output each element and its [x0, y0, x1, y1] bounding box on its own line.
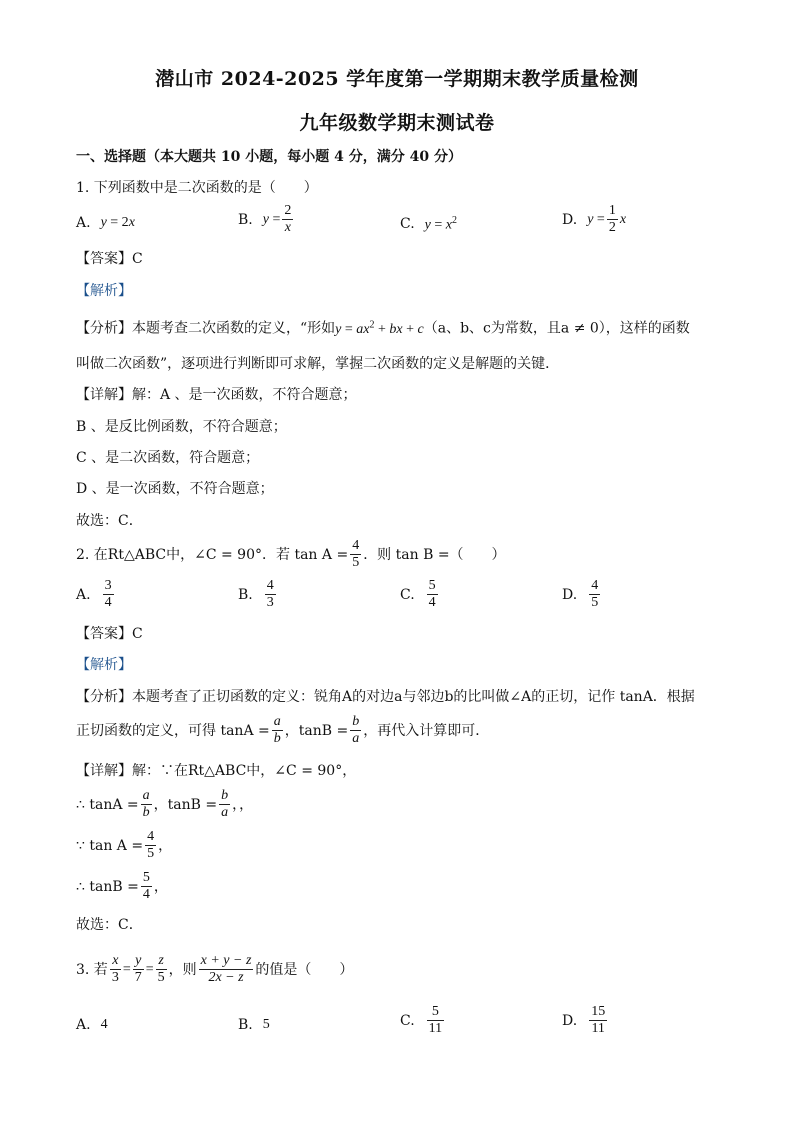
- page-title: 潜山市 2024-2025 学年度第一学期期末教学质量检测: [155, 68, 639, 90]
- option-label: B.: [238, 586, 253, 603]
- fraction: $\frac{3}{4}$: [104, 578, 112, 610]
- q3-option-a: [76, 1017, 108, 1033]
- text: ，: [158, 837, 173, 854]
- option-label: B.: [238, 1017, 253, 1033]
- q1-detail-3: C 、是二次函数，符合题意；: [76, 450, 260, 466]
- text: ，再代入计算即可．: [363, 722, 490, 739]
- fraction: $\frac{15}{11}$: [591, 1004, 606, 1036]
- option-value: 5: [262, 1017, 270, 1032]
- option-label: D.: [562, 586, 578, 603]
- fraction: $\frac{z}{5}$: [157, 953, 165, 985]
- fraction: $\frac{a}{b}$: [273, 714, 281, 746]
- fraction: $\frac{1}{2}$: [608, 203, 616, 235]
- text: ∴ tanA =: [76, 796, 139, 813]
- text: ，tanB =: [284, 722, 349, 739]
- text: ∵ tan A =: [76, 837, 144, 854]
- option-label: D.: [562, 211, 578, 228]
- formula: $y = ax^2$ + bx + c: [335, 319, 424, 337]
- q2-fenxi-line2: [76, 714, 489, 747]
- fraction: $\frac{4}{5}$: [147, 829, 155, 861]
- page-subtitle: 九年级数学期末测试卷: [299, 112, 495, 134]
- q2-stem: [76, 538, 506, 571]
- option-label: B.: [238, 211, 253, 228]
- q1-detail-2: B 、是反比例函数，不符合题意；: [76, 419, 287, 435]
- formula: y =: [587, 211, 605, 227]
- text: ，则: [168, 961, 197, 978]
- fraction: $\frac{y}{7}$: [134, 953, 142, 985]
- fraction: $\frac{x}{3}$: [111, 953, 119, 985]
- q1-option-b: [238, 203, 295, 236]
- option-label: C.: [400, 1012, 415, 1029]
- text: 【分析】本题考查二次函数的定义，“形如: [76, 320, 336, 337]
- q2-option-a: [76, 578, 116, 611]
- option-label: A.: [76, 215, 91, 231]
- q3-option-b: [238, 1017, 270, 1033]
- q1-option-c: [400, 215, 457, 234]
- q1-detail-1: 【详解】解：A 、是一次函数，不符合题意；: [76, 387, 357, 403]
- q2-option-b: [238, 578, 278, 611]
- text: ．则 tan B =（ ）: [363, 546, 506, 563]
- fraction: $\frac{a}{b}$: [142, 788, 150, 820]
- q2-option-d: [562, 578, 602, 611]
- text: 的值是（ ）: [255, 961, 354, 978]
- fraction: $\frac{b}{a}$: [221, 788, 229, 820]
- option-label: D.: [562, 1012, 578, 1029]
- fraction: $\frac{b}{a}$: [352, 714, 360, 746]
- q1-fenxi-line2: 叫做二次函数”，逐项进行判断即可求解，掌握二次函数的定义是解题的关键．: [76, 356, 560, 372]
- text: ，tanB =: [153, 796, 218, 813]
- option-label: A.: [76, 586, 91, 603]
- fraction: $\frac{4}{3}$: [266, 578, 274, 610]
- q2-option-c: [400, 578, 440, 611]
- q1-conclusion: 故选：C．: [76, 513, 143, 529]
- q1-option-a: [76, 215, 135, 231]
- q2-detail-1: 【详解】解：∵在Rt△ABC中，∠C = 90°，: [76, 763, 357, 779]
- option-label: C.: [400, 586, 415, 603]
- text: 3. 若: [76, 961, 108, 978]
- fraction: $\frac{5}{4}$: [142, 870, 150, 902]
- q1-answer: 【答案】C: [76, 251, 143, 267]
- fraction: $\frac{x + y - z}{2x - z}$: [200, 953, 252, 985]
- fraction: $\frac{5}{11}$: [428, 1004, 443, 1036]
- option-label: A.: [76, 1017, 91, 1033]
- text: ，，: [232, 796, 254, 813]
- q2-detail-3: [76, 829, 172, 862]
- formula: $y = x^2$: [424, 215, 458, 233]
- fraction: $\frac{4}{5}$: [352, 538, 360, 570]
- q1-stem: 1. 下列函数中是二次函数的是（ ）: [76, 180, 318, 196]
- q2-conclusion: 故选：C．: [76, 917, 143, 933]
- formula: y =: [262, 211, 281, 227]
- q1-option-d: D. y = $\frac{1}{2}$ x: [562, 203, 627, 235]
- text: ，: [153, 878, 168, 895]
- q3-stem: 3. 若 $\frac{x}{3}$ = $\frac{y}{7}$ = $\frac{z}{5}$ ，则 $\frac{x + y - z}{2x - z}$ 的值是（ ）: [76, 953, 354, 985]
- fraction: $\frac{4}{5}$: [591, 578, 599, 610]
- q3-option-d: [562, 1004, 609, 1037]
- formula: y = 2x: [100, 215, 135, 230]
- q1-fenxi-line1: [76, 320, 690, 337]
- q2-fenxi-line1: 【分析】本题考查了正切函数的定义：锐角A的对边a与邻边b的比叫做∠A的正切，记作 tanA．根据: [76, 689, 695, 705]
- q2-detail-4: [76, 870, 168, 903]
- q1-detail-4: D 、是一次函数，不符合题意；: [76, 481, 274, 497]
- text: （a、b、c为常数，且a ≠ 0），这样的函数: [423, 320, 690, 337]
- q3-option-c: [400, 1004, 446, 1037]
- text: ∴ tanB =: [76, 878, 139, 895]
- option-value: 4: [100, 1017, 108, 1032]
- option-label: C.: [400, 216, 415, 233]
- q2-answer: 【答案】C: [76, 626, 143, 642]
- text: 2. 在Rt△ABC中，∠C = 90°．若 tan A =: [76, 546, 349, 563]
- fraction: $\frac{5}{4}$: [428, 578, 436, 610]
- q2-detail-2: [76, 788, 253, 821]
- text: 正切函数的定义，可得 tanA =: [76, 722, 270, 739]
- q2-analysis-tag: 【解析】: [76, 657, 132, 673]
- section-heading: 一、选择题（本大题共 10 小题，每小题 4 分，满分 40 分）: [76, 149, 462, 165]
- q1-analysis-tag: 【解析】: [76, 283, 132, 299]
- fraction: $\frac{2}{x}$: [284, 203, 292, 235]
